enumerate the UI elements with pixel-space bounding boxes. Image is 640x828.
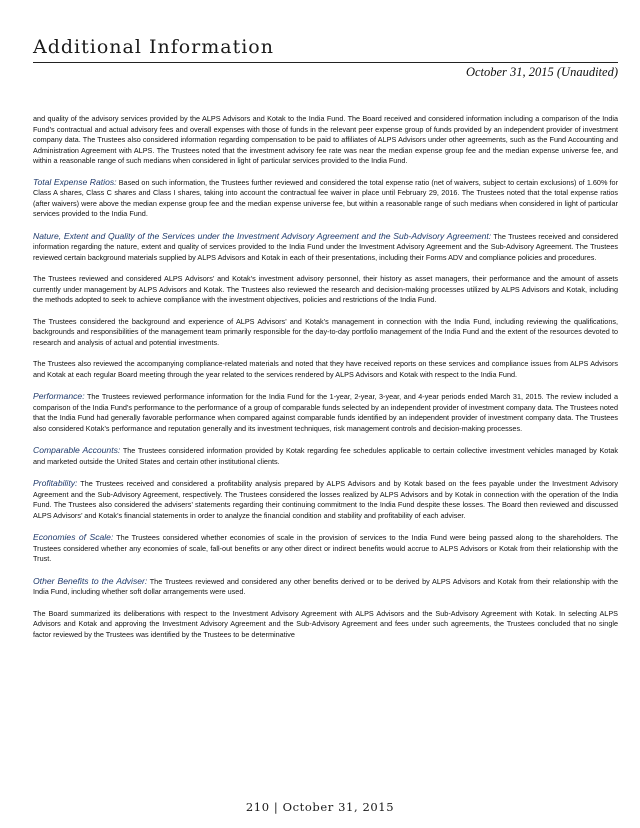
paragraph-lead: Nature, Extent and Quality of the Services under the Investment Advisory Agreement and the Sub-Advisory Agreement: <box>33 230 492 241</box>
paragraph-text: The Trustees received and considered information regarding the nature, extent and quality of services provided to the India Fund under the Investment Advisory Agreement and the Sub-Advisory Agreement. The Trustees reviewed certain background materials supplied by ALPS Advisors and Kotak in each of their presentations, including their Forms ADV and compliance policies and procedures. <box>33 231 618 262</box>
paragraph-lead: Economies of Scale: <box>33 532 114 542</box>
paragraph-lead: Comparable Accounts: <box>33 445 121 455</box>
paragraph-text: The Trustees considered information provided by Kotak regarding fee schedules applicable to certain collective investment vehicles managed by Kotak and marketed outside the United States and certain other institutional clients. <box>33 446 618 466</box>
page-footer: 210 | October 31, 2015 <box>245 800 395 814</box>
paragraph <box>33 445 618 467</box>
paragraph <box>33 576 618 598</box>
paragraph <box>33 359 618 380</box>
paragraph-text: The Trustees considered the background and experience of ALPS Advisors’ and Kotak’s management in connection with the India Fund, including reviewing the qualifications, backgrounds and responsibilities of the management team primarily responsible for the day-to-day portfolio management of the India Fund and the extent of the resources devoted to research and analysis of actual and potential investments. <box>33 316 618 347</box>
paragraph <box>33 478 618 521</box>
paragraph-text: The Trustees received and considered a profitability analysis prepared by ALPS Advisors and by Kotak based on the fees payable under the Investment Advisory Agreement and the Sub-Advisory Agreement, respectively. The Trustees considered the losses realized by ALPS Advisors and by Kotak in connection with the operation of the India Fund. The Trustees also considered the advisers’ statements regarding their continuing commitment to the India Fund despite these losses. The Board then reviewed and discussed ALPS Advisors’ and Kotak’s financial statements in order to analyze the financial condition and stability and profitability of each adviser. <box>33 479 618 520</box>
title-divider <box>33 62 618 63</box>
paragraph <box>33 609 618 641</box>
paragraph <box>33 114 618 167</box>
page-title: Additional Information <box>33 36 274 58</box>
paragraph <box>33 532 618 565</box>
paragraph-lead: Total Expense Ratios: <box>33 176 117 187</box>
paragraph-text: and quality of the advisory services provided by the ALPS Advisors and Kotak to the India Fund. The Board received and considered information including a comparison of the India Fund’s contractual and actual advisory fees and overall expenses with those of funds in the relevant peer expense group of funds provided by an independent provider of investment company data. The Trustees also considered information regarding compensation to be paid to affiliates of ALPS Advisors under other agreements, such as the Fund Accounting and Administration Agreement with ALPS. The Trustees noted that the investment advisory fee rate was near the median expense group fee and the median expense universe fee, and within a reasonable range of such medians when considered in light of particular services provided to the India Fund. <box>33 114 618 165</box>
body-text <box>33 114 618 650</box>
paragraph <box>33 231 618 264</box>
paragraph <box>33 177 618 220</box>
report-date: October 31, 2015 (Unaudited) <box>465 65 618 79</box>
paragraph <box>33 317 618 349</box>
paragraph-lead: Performance: <box>33 391 85 401</box>
paragraph-text: The Board summarized its deliberations with respect to the Investment Advisory Agreement with ALPS Advisors and the Sub-Advisory Agreement with Kotak. In selecting ALPS Advisors and Kotak and approving the Investment Advisory Agreement and the Sub-Advisory Agreement and fees under such agreements, the Trustees concluded that no single factor reviewed by the Trustees was identified by the Trustees to be determinative <box>33 608 618 639</box>
paragraph-text: The Trustees reviewed and considered ALPS Advisors’ and Kotak’s investment advisory personnel, their history as asset managers, their performance and the amount of assets currently under management by ALPS Advisors and Kotak. The Trustees also reviewed the research and decision-making processes utilized by ALPS Advisors and Kotak, including the methods adopted to seek to achieve compliance with the investment objectives, policies and restrictions of the India Fund. <box>33 274 618 304</box>
paragraph-text: The Trustees considered whether economies of scale in the provision of services to the India Fund were being passed along to the shareholders. The Trustees considered whether any economies of scale, fall-out benefits or any other direct or indirect benefits would accrue to ALPS Advisors or Kotak from their relationship with the Trust. <box>33 533 618 563</box>
paragraph-lead: Other Benefits to the Adviser: <box>33 575 148 586</box>
paragraph-text: The Trustees reviewed performance information for the India Fund for the 1-year, 2-year, 3-year, and 4-year periods ended March 31, 2015. The review included a comparison of the India Fund’s performance to the performance of a group of comparable funds selected by an independent provider of investment company data. The Trustees noted that the India Fund had generally favorable performance when compared against comparable funds identified by an independent provider of investment company data. The Trustees also considered Kotak’s performance and reputation generally and its investment techniques, risk management controls and decision-making processes. <box>33 392 618 433</box>
paragraph-text: The Trustees also reviewed the accompanying compliance-related materials and noted that they have received reports on these services and compliance issues from ALPS Advisors and Kotak at each regular Board meeting through the year related to the services rendered by ALPS Advisors and Kotak with respect to the India Fund. <box>33 359 618 379</box>
paragraph <box>33 391 618 434</box>
paragraph-text: The Trustees reviewed and considered any other benefits derived or to be derived by ALPS Advisors and Kotak from their relationship with the India Fund, including whether soft dollar arrangements were used. <box>33 576 618 596</box>
paragraph-text: Based on such information, the Trustees further reviewed and considered the total expense ratio (net of waivers, subject to certain exclusions) of 1.60% for Class A shares, Class C shares and Class I shares, taking into account the contractual fee waiver in place until February 29, 2016. The Trustees noted that the total expense ratios (after waivers) were above the median expense group fee and the median expense universe fee, but within a reasonable range of such medians when considered in light of particular services provided to the India Fund. <box>33 177 618 218</box>
paragraph <box>33 274 618 306</box>
paragraph-lead: Profitability: <box>33 478 78 488</box>
